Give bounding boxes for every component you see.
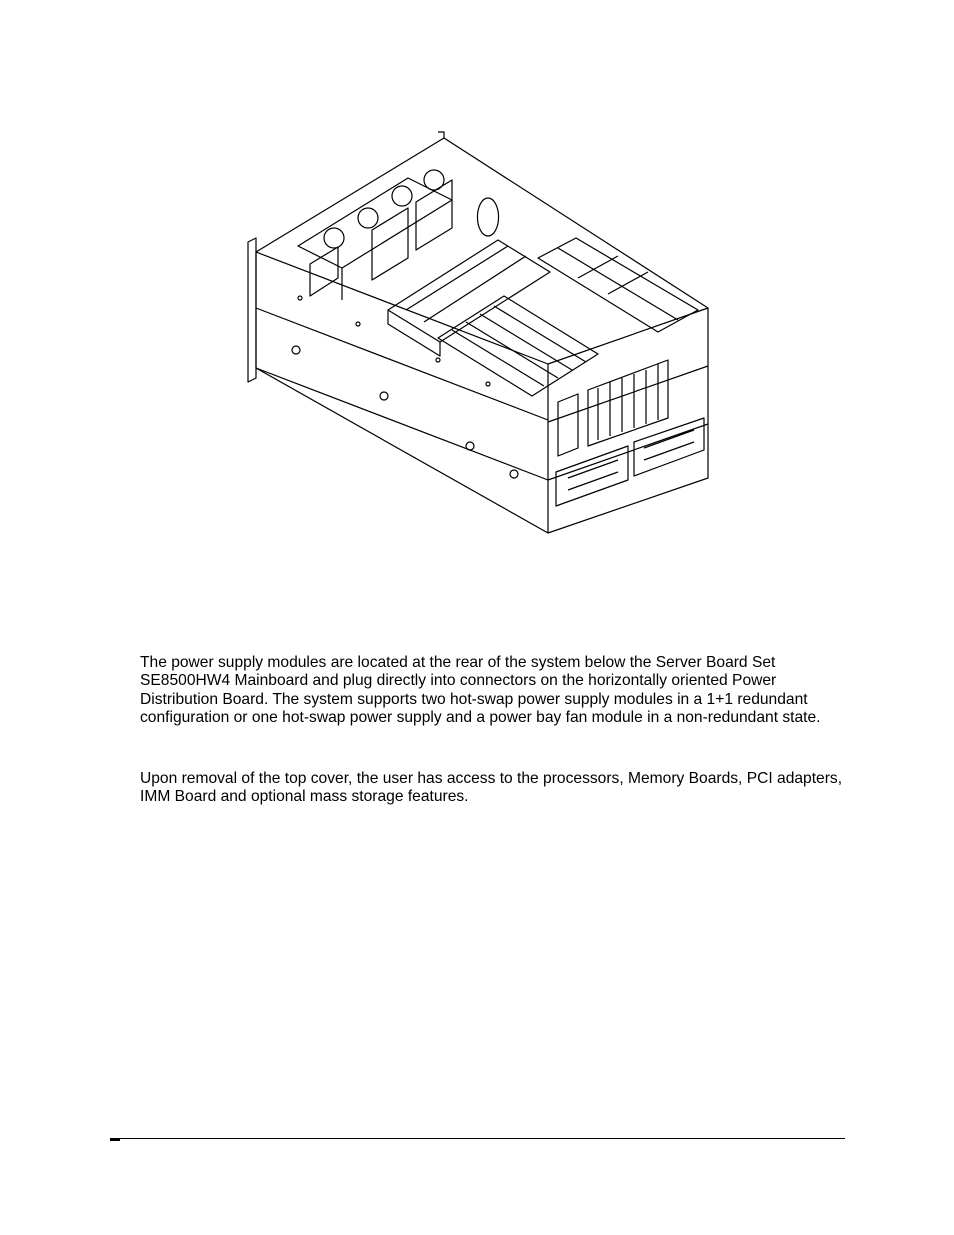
top-cover-paragraph: Upon removal of the top cover, the user has access to the processors, Memory Boards, PCI adapters, IMM Board and optional mass storage features.	[140, 770, 843, 806]
footer-mark	[110, 1139, 120, 1141]
footer-rule	[110, 1138, 845, 1139]
power-supply-paragraph: The power supply modules are located at the rear of the system below the Server Board Set SE8500HW4 Mainboard and plug directly into connectors on the horizontally oriented Power Distribution Board. The system supports two hot-swap power supply modules in a 1+1 redundant configuration or one hot-swap power supply and a power bay fan module in a non-redundant state.	[140, 654, 821, 726]
server-chassis-illustration	[238, 128, 738, 538]
